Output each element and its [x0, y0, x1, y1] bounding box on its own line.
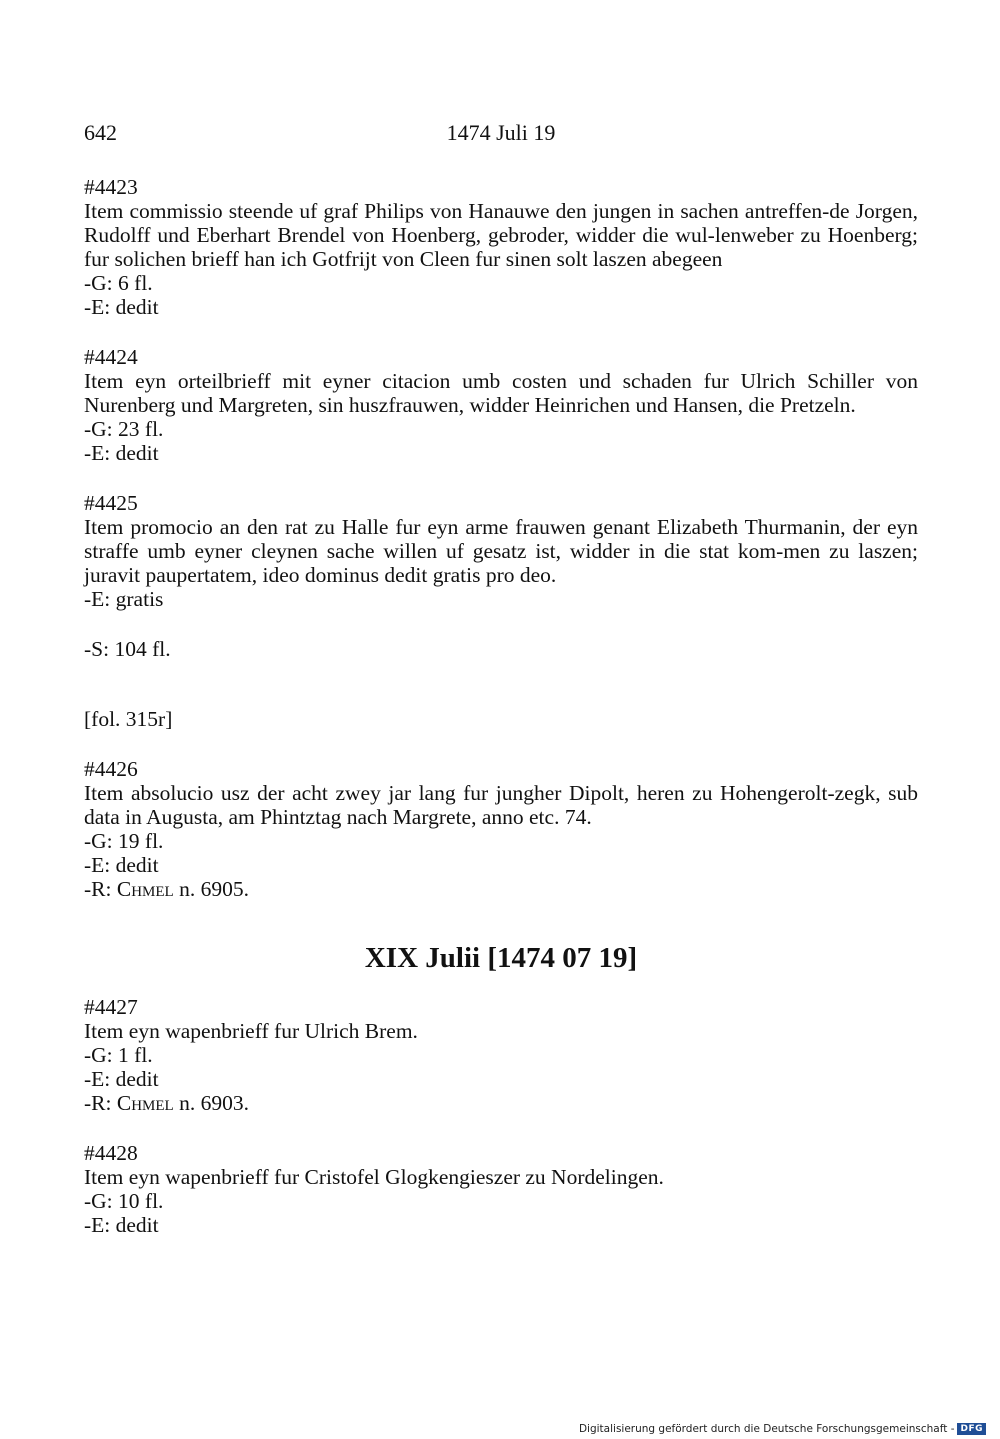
reference-prefix: -R: — [84, 877, 117, 901]
entry-4424 — [84, 345, 918, 465]
entry-4425 — [84, 491, 918, 611]
entry-text: Item eyn wapenbrieff fur Ulrich Brem. — [84, 1019, 418, 1043]
entry-text: Item absolucio usz der acht zwey jar lang fur jungher Dipolt, heren zu Hohengerolt-zegk, sub data in Augusta, am Phintztag nach Margrete, anno etc. 74. — [84, 781, 918, 829]
entry-status-line: -E: dedit — [84, 853, 159, 877]
entry-fee-line: -G: 23 fl. — [84, 417, 164, 441]
entry-fee-line: -G: 19 fl. — [84, 829, 164, 853]
running-head — [84, 118, 918, 148]
entry-fee-line: -G: 6 fl. — [84, 271, 153, 295]
entry-fee-line: -G: 1 fl. — [84, 1043, 153, 1067]
entry-status-line: -E: dedit — [84, 295, 159, 319]
reference-source: Chmel — [116, 877, 174, 901]
entry-status-line: -E: dedit — [84, 1213, 159, 1237]
entry-text: Item promocio an den rat zu Halle fur eyn arme frauwen genant Elizabeth Thurmanin, der eyn straffe umb eyner cleynen sache willen uf gesatz ist, widder in die stat kom-men zu laszen; juravit paupertatem, ideo dominus dedit gratis pro deo. — [84, 515, 918, 587]
reference-source: Chmel — [116, 1091, 174, 1115]
entry-id: #4428 — [84, 1141, 138, 1165]
entry-status-line: -E: dedit — [84, 1067, 159, 1091]
reference-number: n. 6903. — [173, 1091, 249, 1115]
entry-id: #4423 — [84, 175, 138, 199]
entry-text: Item eyn orteilbrieff mit eyner citacion umb costen und schaden fur Ulrich Schiller von Nurenberg und Margreten, sin huszfrauwen, widder Heinrichen und Hansen, die Pretzeln. — [84, 369, 918, 417]
running-title: 1474 Juli 19 — [446, 120, 556, 145]
entry-text: Item eyn wapenbrieff fur Cristofel Glogkengieszer zu Nordelingen. — [84, 1165, 664, 1189]
funding-footer — [579, 1423, 986, 1435]
footer-text: Digitalisierung gefördert durch die Deutsche Forschungsgemeinschaft - — [578, 1423, 955, 1435]
entry-id: #4424 — [84, 345, 138, 369]
entry-fee-line: -G: 10 fl. — [84, 1189, 164, 1213]
entry-text: Item commissio steende uf graf Philips von Hanauwe den jungen in sachen antreffen-de Jorgen, Rudolff und Eberhart Brendel von Hoenberg, gebroder, widder die wul-lenweber zu Hoenberg; fur solichen brieff han ich Gotfrijt von Cleen fur sinen solt laszen abegeen — [84, 199, 918, 271]
entry-4423 — [84, 175, 918, 319]
entry-4428 — [84, 1141, 918, 1237]
entry-4426 — [84, 757, 918, 901]
section-heading: XIX Julii [1474 07 19] — [364, 942, 638, 974]
entry-status-line: -E: dedit — [84, 441, 159, 465]
reference-prefix: -R: — [84, 1091, 117, 1115]
folio-marker: [fol. 315r] — [84, 707, 173, 731]
entry-id: #4427 — [84, 995, 138, 1019]
page-number: 642 — [84, 120, 117, 145]
entry-4427 — [84, 995, 918, 1115]
entry-reference-line — [84, 877, 918, 901]
entry-id: #4426 — [84, 757, 138, 781]
document-page — [84, 118, 918, 1237]
sum-line: -S: 104 fl. — [84, 637, 171, 661]
entry-reference-line — [84, 1091, 918, 1115]
dfg-logo: DFG — [957, 1423, 986, 1435]
entry-id: #4425 — [84, 491, 138, 515]
entry-status-line: -E: gratis — [84, 587, 164, 611]
reference-number: n. 6905. — [173, 877, 249, 901]
